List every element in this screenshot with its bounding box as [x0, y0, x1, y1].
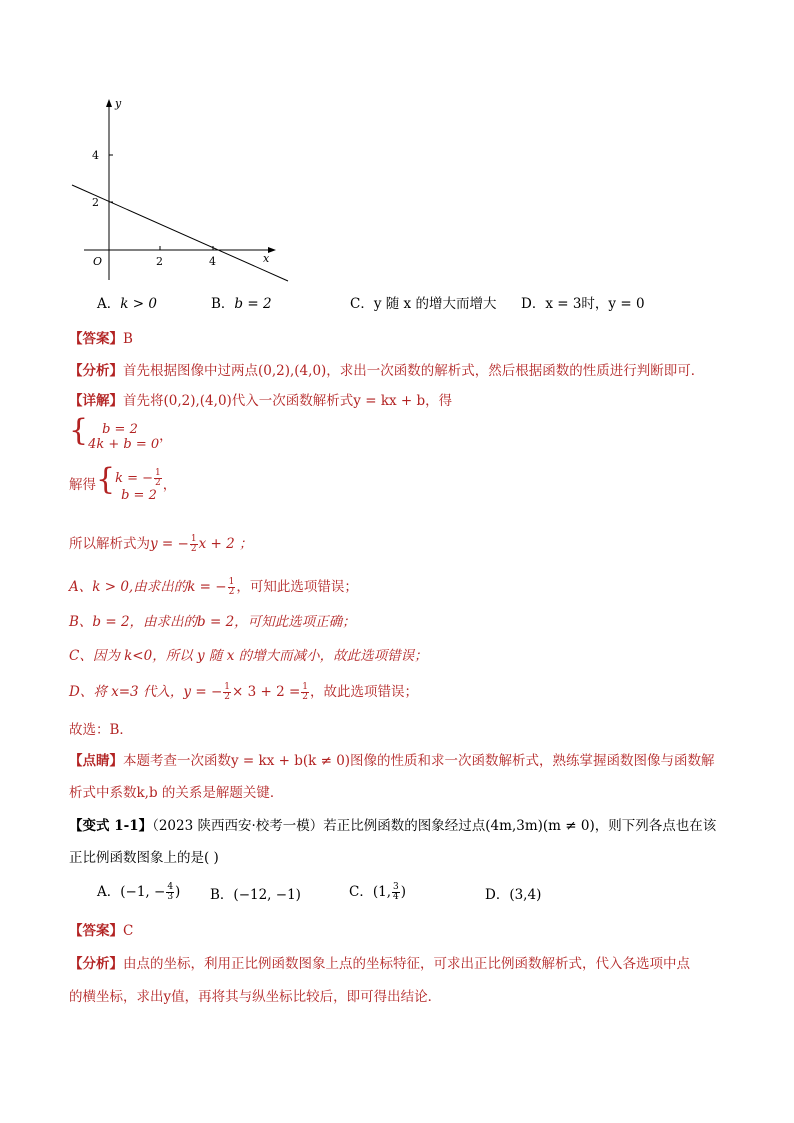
- y-axis-arrow: [106, 99, 112, 107]
- function-line: [72, 185, 288, 281]
- y-tick-label-4: 4: [92, 149, 99, 162]
- x-tick-label-2: 2: [156, 255, 163, 268]
- explain-b: B、b = 2，由求出的b = 2，可知此选项正确；: [69, 614, 356, 630]
- x-axis-label: x: [263, 252, 270, 265]
- variant-analysis-line-2: 的横坐标，求出y值，再将其与纵坐标比较后，即可得出结论．: [69, 989, 442, 1005]
- y-tick-label-2: 2: [92, 196, 99, 209]
- x-tick-label-4: 4: [209, 255, 216, 268]
- linear-function-graph: [70, 95, 300, 295]
- answer-line: 【答案】B: [69, 331, 133, 347]
- variant-answer-line: 【答案】C: [69, 923, 134, 939]
- detail-line: 【详解】首先将(0,2),(4,0)代入一次函数解析式y = kx + b，得: [69, 393, 453, 409]
- explain-d: D、将 x=3 代入，y = − $\frac{1}{2}$ × 3 + 2 = $\frac{1}{2}$ ，故此选项错误；: [69, 682, 419, 702]
- equation-system-1: { b = 2 4k + b = 0 ，: [69, 413, 173, 452]
- variant-question-line-2: 正比例函数图象上的是( ): [69, 850, 219, 866]
- variant-option-d: D．(3,4): [485, 887, 542, 903]
- variant-question-line-1: 【变式 1-1】（2023 陕西西安·校考一模）若正比例函数的图象经过点(4m,3m)(m ≠ 0)，则下列各点也在该: [69, 818, 717, 834]
- solution-system: 解得{ k = − $\frac{1}{2}$ b = 2 ，: [69, 462, 177, 503]
- analysis-line: 【分析】首先根据图像中过两点(0,2),(4,0)，求出一次函数的解析式，然后根据函数的性质进行判断即可．: [69, 363, 705, 379]
- variant-analysis-line-1: 【分析】由点的坐标，利用正比例函数图象上点的坐标特征，可求出正比例函数解析式，代入各选项中点: [69, 956, 690, 972]
- option-a: A．k > 0: [97, 296, 157, 312]
- point-line-2: 析式中系数k,b 的关系是解题关键．: [69, 785, 284, 801]
- option-b: B．b = 2: [211, 296, 272, 312]
- variant-option-b: B．(−12, −1): [210, 887, 301, 903]
- origin-label: O: [93, 255, 103, 268]
- point-line-1: 【点睛】本题考查一次函数y = kx + b(k ≠ 0)图像的性质和求一次函数解析式，熟练掌握函数图像与函数解: [69, 753, 715, 769]
- explain-a: A、k > 0,由求出的k = − $\frac{1}{2}$ ，可知此选项错误；: [69, 577, 358, 597]
- function-formula: 所以解析式为y = − $\frac{1}{2}$ x + 2 ；: [69, 534, 253, 554]
- y-axis-label: y: [115, 97, 122, 110]
- variant-option-a: A．(−1, − $\frac{4}{3}$ ): [97, 882, 181, 902]
- option-c: C．y 随 x 的增大而增大: [350, 296, 497, 312]
- variant-option-c: C．(1, $\frac{3}{4}$ ): [349, 882, 407, 902]
- choose-line: 故选：B．: [69, 722, 133, 738]
- explain-c: C、因为 k<0，所以 y 随 x 的增大而减小，故此选项错误；: [69, 648, 428, 664]
- option-d: D．x = 3时，y = 0: [521, 296, 645, 312]
